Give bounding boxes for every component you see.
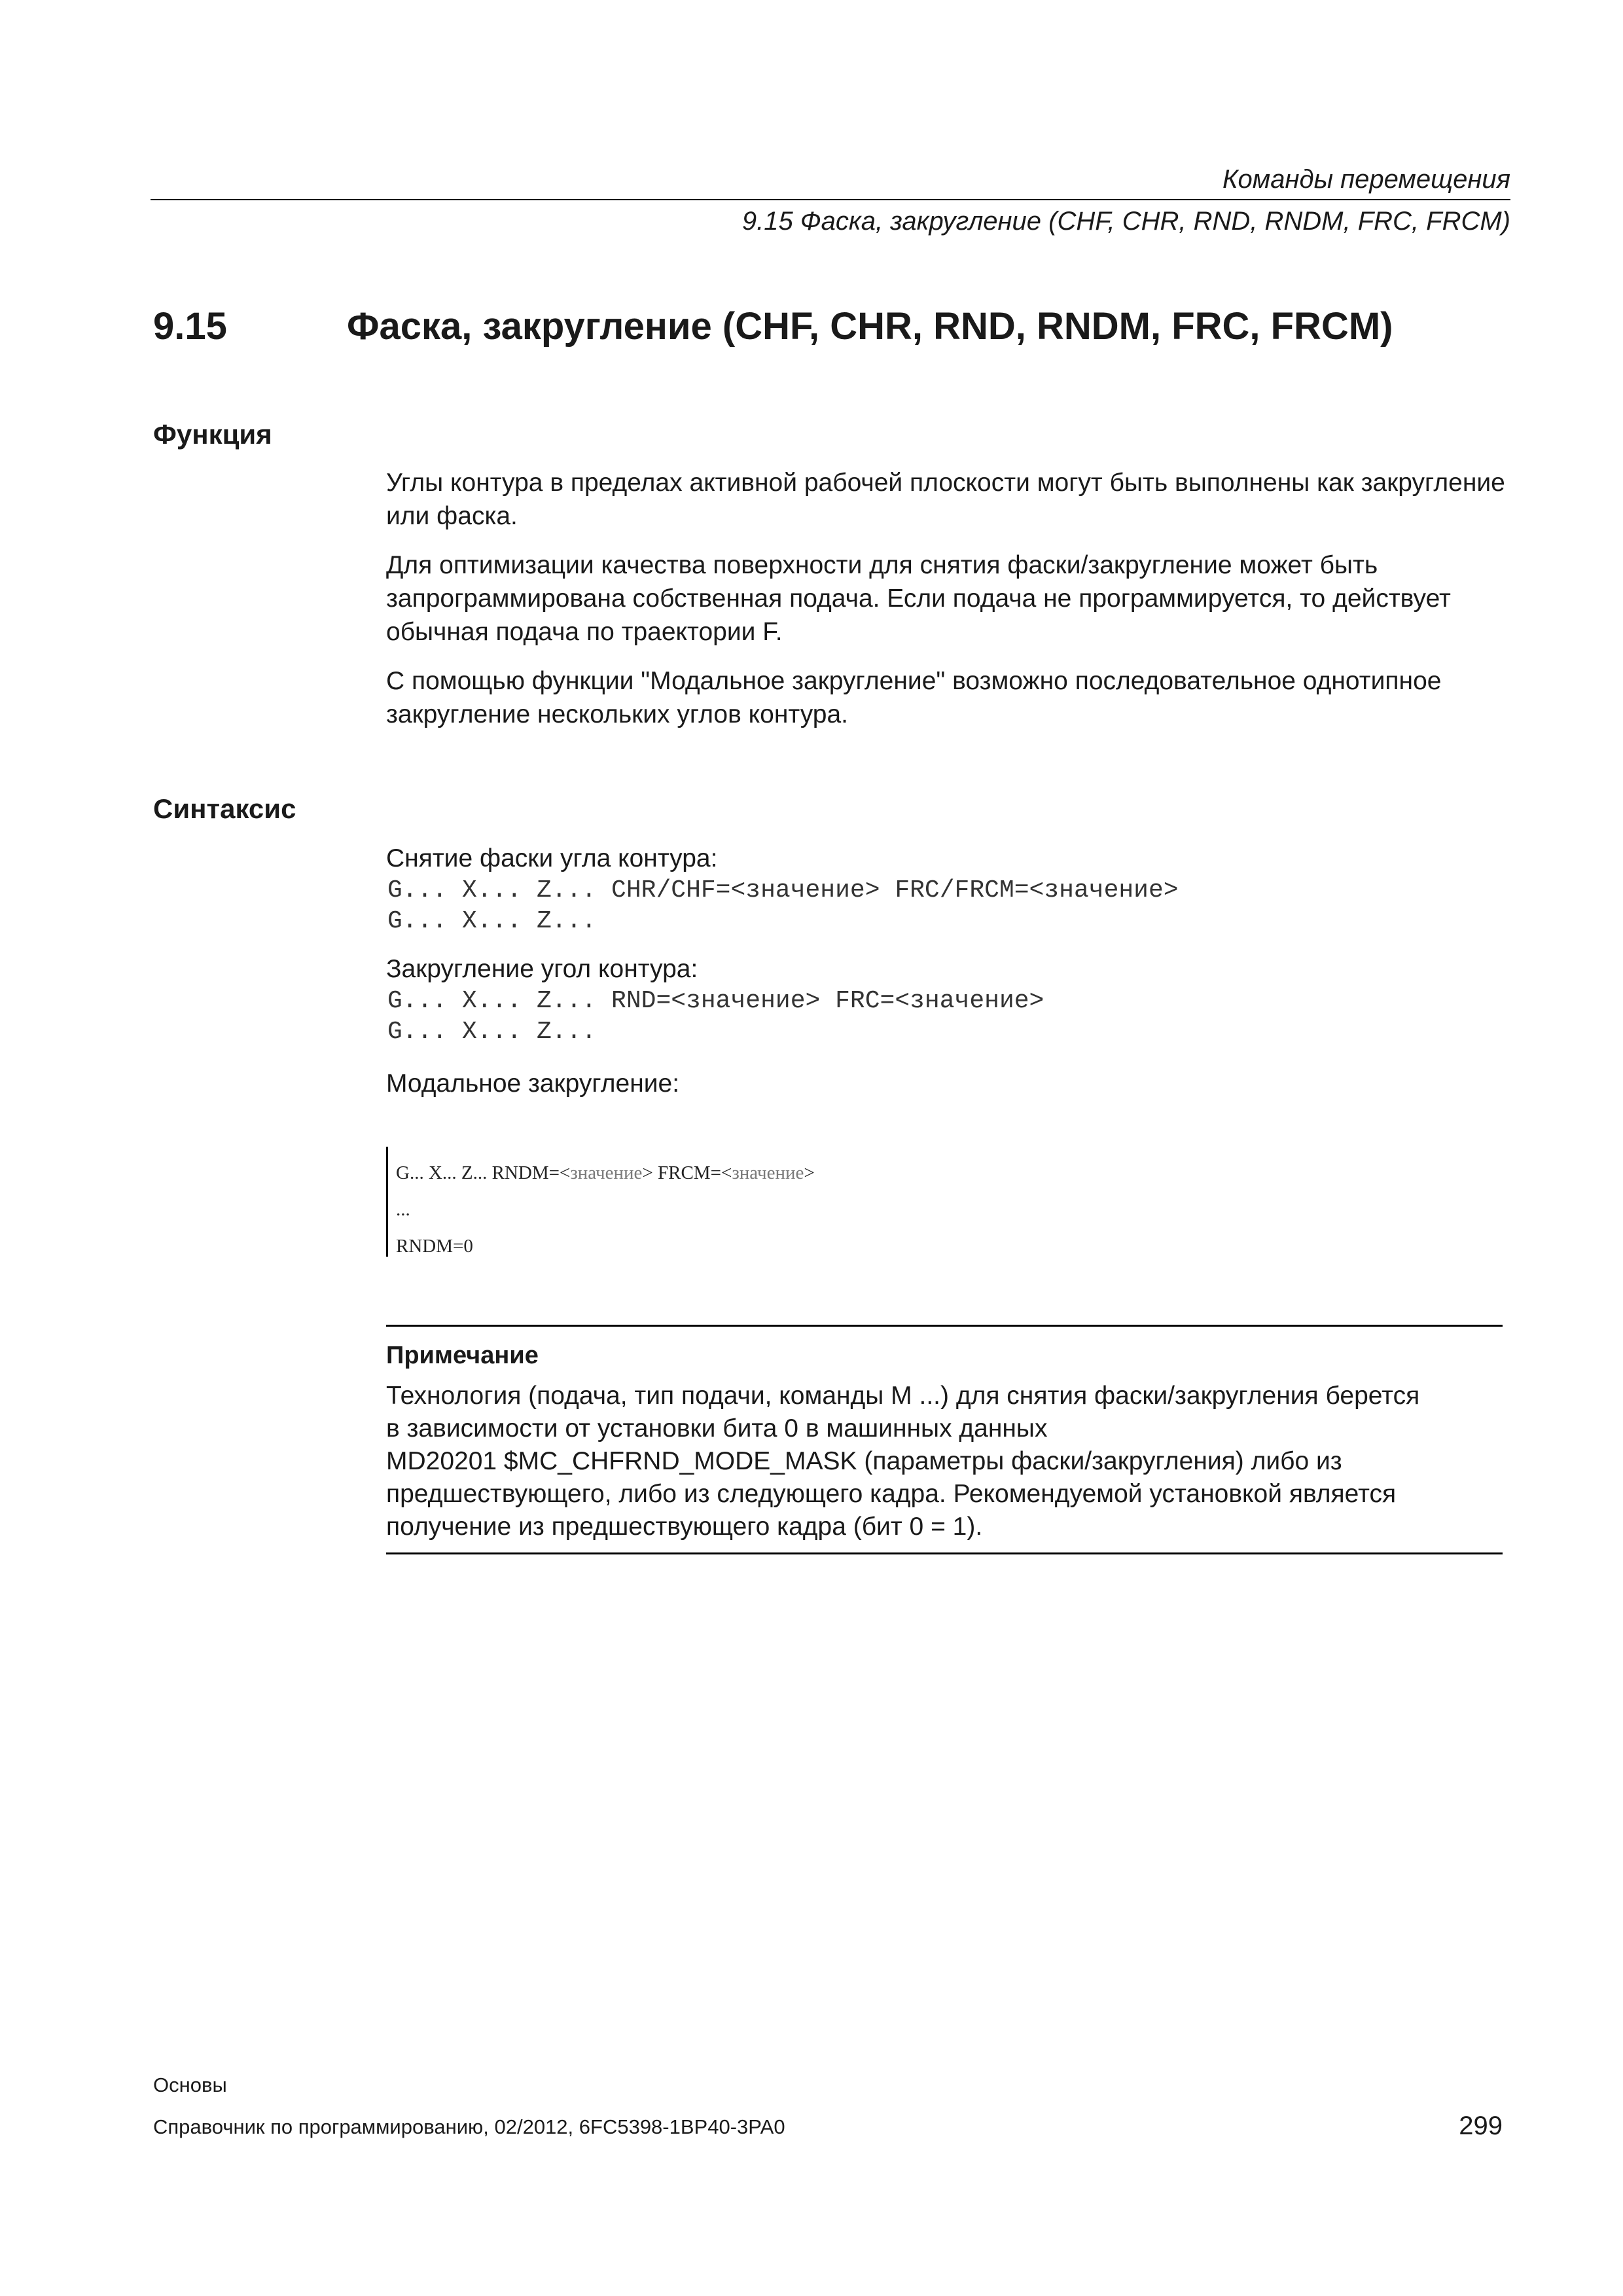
footer-doc-info: Справочник по программированию, 02/2012, 6FC5398-1BP40-3PA0 [153, 2115, 785, 2138]
note-line: MD20201 $MC_CHFRND_MODE_MASK (параметры фаски/закругления) либо из [386, 1447, 1342, 1475]
chamfer-code-line: G... X... Z... [387, 907, 597, 935]
note-line: получение из предшествующего кадра (бит 0 = 1). [386, 1513, 983, 1541]
footer-book-title: Основы [153, 2073, 227, 2096]
modal-code-line: ... [396, 1199, 410, 1220]
modal-code-block [386, 1147, 846, 1257]
function-paragraph: Для оптимизации качества поверхности для снятия фаски/закругление может быть запрограммирована собственная подача. Если подача не программируется, то действует обычная подача по траектории F. [386, 551, 1451, 646]
rounding-code-line: G... X... Z... [387, 1018, 597, 1046]
header-divider [151, 199, 1510, 200]
modal-code-line: G... X... Z... RNDM=<значение> FRCM=<значение> [396, 1162, 815, 1183]
running-header-section: 9.15 Фаска, закругление (CHF, CHR, RND, RNDM, FRC, FRCM) [741, 207, 1510, 236]
note-title: Примечание [386, 1342, 539, 1369]
function-paragraph: С помощью функции "Модальное закругление" возможно последовательное однотипное закругление нескольких углов контура. [386, 667, 1442, 728]
note-line: предшествующего, либо из следующего кадра. Рекомендуемой установкой является [386, 1480, 1397, 1508]
modal-code-line: RNDM=0 [396, 1236, 473, 1257]
note-line: в зависимости от установки бита 0 в машинных данных [386, 1414, 1048, 1443]
note-body [386, 1380, 1512, 1543]
function-body [386, 466, 1512, 731]
chamfer-code-line: G... X... Z... CHR/CHF=<значение> FRC/FRCM=<значение> [387, 876, 1179, 905]
syntax-heading: Синтаксис [153, 793, 296, 824]
note-top-rule [386, 1325, 1503, 1327]
chamfer-label: Снятие фаски угла контура: [386, 844, 718, 872]
section-title: Фаска, закругление (CHF, CHR, RND, RNDM, FRC, FRCM) [347, 305, 1393, 348]
rounding-code-line: G... X... Z... RND=<значение> FRC=<значение> [387, 987, 1044, 1015]
section-number: 9.15 [153, 305, 227, 348]
function-heading: Функция [153, 419, 272, 450]
running-header-chapter: Команды перемещения [1222, 165, 1510, 194]
note-bottom-rule [386, 1552, 1503, 1554]
modal-label: Модальное закругление: [386, 1069, 680, 1098]
rounding-label: Закругление угол контура: [386, 955, 698, 983]
note-line: Технология (подача, тип подачи, команды M ...) для снятия фаски/закругления берется [386, 1382, 1420, 1410]
function-paragraph: Углы контура в пределах активной рабочей плоскости могут быть выполнены как закругление или фаска. [386, 469, 1505, 530]
page-number: 299 [1459, 2111, 1503, 2140]
